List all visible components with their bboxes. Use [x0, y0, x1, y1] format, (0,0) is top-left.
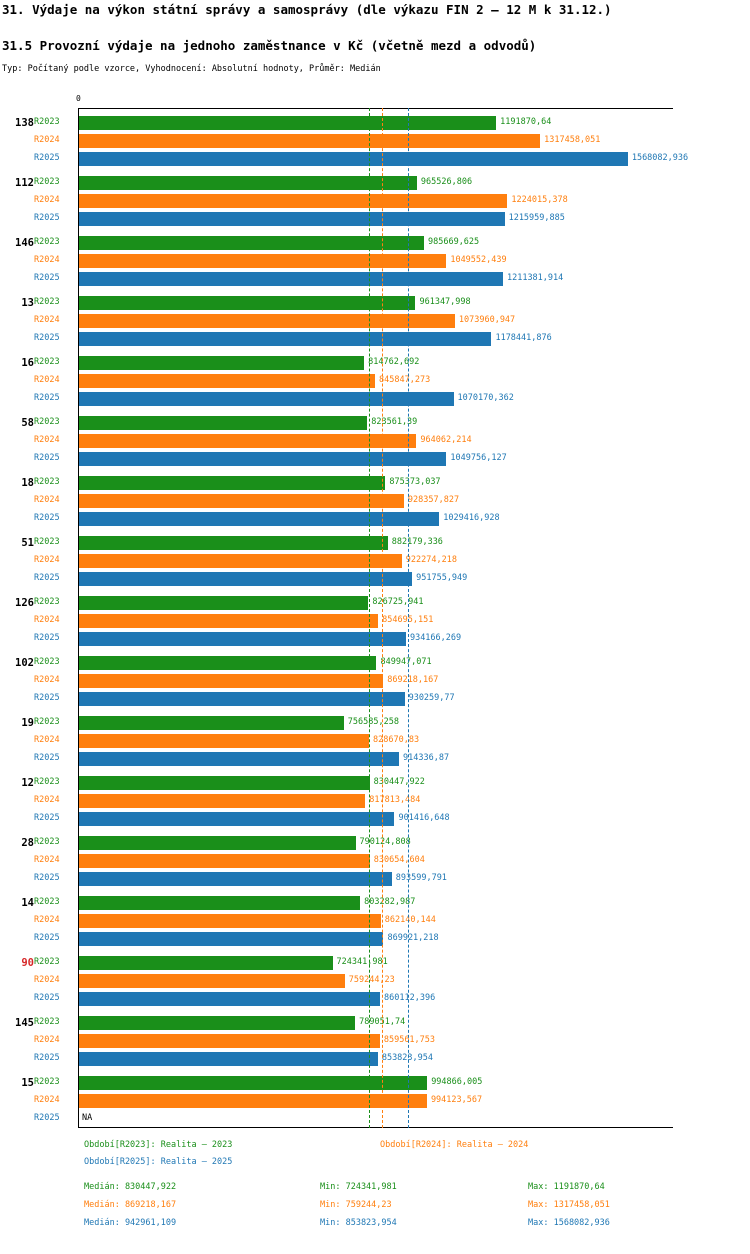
chart-group	[21, 954, 673, 1008]
chart-bar-row	[34, 834, 673, 852]
bar-value-label: 853823,954	[381, 1053, 434, 1063]
series-key-label: R2025	[34, 693, 60, 703]
bar-value-label: 869218,167	[387, 675, 439, 685]
series-key-label: R2025	[34, 453, 60, 463]
chart-bar[interactable]	[79, 716, 344, 730]
series-key-label: R2023	[34, 237, 60, 247]
chart-bar[interactable]	[79, 692, 405, 706]
chart-group	[15, 594, 673, 648]
stats-row	[0, 1182, 750, 1200]
bar-value-label: 961347,998	[419, 297, 471, 307]
series-key-label: R2025	[34, 993, 60, 1003]
series-key-label: R2025	[34, 513, 60, 523]
group-label[interactable]: 28	[21, 837, 34, 849]
series-key-label: R2024	[34, 495, 60, 505]
series-key-label: R2024	[34, 795, 60, 805]
bar-value-label: 849947,071	[380, 657, 432, 667]
series-key-label: R2025	[34, 1113, 60, 1123]
legend-item[interactable]: Období[R2024]: Realita – 2024	[380, 1140, 529, 1150]
chart-group	[15, 1014, 673, 1068]
bar-value-label: 1317458,051	[544, 135, 601, 145]
chart-bar[interactable]	[79, 1052, 378, 1066]
chart-bar[interactable]	[79, 836, 356, 850]
chart-bar-row	[34, 354, 673, 372]
chart-group	[21, 774, 673, 828]
page-title: 31. Výdaje na výkon státní správy a samosprávy (dle výkazu FIN 2 – 12 M k 31.12.)	[2, 2, 612, 17]
chart-bar-row	[34, 990, 673, 1008]
plot-area	[15, 108, 689, 1128]
chart-bar[interactable]	[79, 572, 412, 586]
series-key-label: R2025	[34, 753, 60, 763]
stat-min: Min: 724341,981	[320, 1182, 397, 1192]
chart-bar-row	[34, 492, 673, 510]
bar-value-label: 922274,218	[405, 555, 457, 565]
bar-value-label: 845847,273	[379, 375, 431, 385]
chart-bar[interactable]	[79, 896, 360, 910]
chart-bar-row	[34, 234, 673, 252]
bar-value-label: 1224015,378	[511, 195, 568, 205]
chart-bar-row	[34, 630, 673, 648]
chart-bar-row	[34, 192, 673, 210]
x-axis-zero-tick: 0	[76, 94, 81, 103]
group-label[interactable]: 102	[15, 657, 34, 669]
bar-value-label: 803282,987	[364, 897, 416, 907]
series-key-label: R2025	[34, 213, 60, 223]
chart-bar-row	[34, 654, 673, 672]
chart-bar-row	[34, 474, 673, 492]
chart-bar[interactable]	[79, 494, 404, 508]
bar-value-label: 1178441,876	[495, 333, 552, 343]
chart-bar[interactable]	[79, 374, 375, 388]
chart-group	[21, 714, 673, 768]
chart-bar-row	[34, 612, 673, 630]
bar-value-label: 814762,692	[368, 357, 420, 367]
bar-value-label: 928357,827	[407, 495, 460, 505]
series-key-label: R2024	[34, 615, 60, 625]
series-key-label: R2024	[34, 555, 60, 565]
chart-bar[interactable]	[79, 932, 383, 946]
bar-value-label: 1211381,914	[506, 273, 564, 283]
bar-value-label: 930259,77	[408, 693, 455, 703]
median-reference-line	[369, 108, 370, 1128]
chart-bar-row	[34, 414, 673, 432]
bar-value-label: 1049756,127	[450, 453, 507, 463]
group-label[interactable]: 146	[15, 237, 34, 249]
chart-bar[interactable]	[79, 194, 507, 208]
chart-bar-row	[34, 372, 673, 390]
chart-bar-row	[34, 450, 673, 468]
series-key-label: R2023	[34, 597, 60, 607]
bar-value-label: 859561,753	[383, 1035, 436, 1045]
legend-item[interactable]: Období[R2025]: Realita – 2025	[84, 1157, 233, 1167]
chart-group	[21, 294, 673, 348]
chart-bar-row	[34, 1074, 673, 1092]
chart-bar[interactable]	[79, 674, 383, 688]
bar-value-na: NA	[82, 1113, 93, 1123]
series-key-label: R2025	[34, 333, 60, 343]
group-label[interactable]: 12	[21, 777, 34, 789]
series-key-label: R2024	[34, 975, 60, 985]
chart-bar-row	[34, 174, 673, 192]
axis-top-line	[78, 108, 673, 109]
series-key-label: R2024	[34, 1095, 60, 1105]
chart-bar-row	[34, 114, 673, 132]
series-key-label: R2023	[34, 537, 60, 547]
chart-bar[interactable]	[79, 1076, 427, 1090]
series-key-label: R2024	[34, 135, 60, 145]
chart-bar-row	[34, 1050, 673, 1068]
stats-row	[0, 1200, 750, 1218]
group-label[interactable]: 14	[21, 897, 34, 909]
series-key-label: R2024	[34, 255, 60, 265]
chart-bar-row	[34, 912, 673, 930]
bar-value-label: 1049552,439	[450, 255, 507, 265]
legend-row	[0, 1140, 750, 1157]
series-key-label: R2023	[34, 477, 60, 487]
bar-value-label: 875373,037	[389, 477, 441, 487]
bar-value-label: 914336,87	[403, 753, 450, 763]
chart-bar-row	[34, 330, 673, 348]
chart-bar[interactable]	[79, 554, 402, 568]
chart-bar-row	[34, 390, 673, 408]
series-key-label: R2025	[34, 1053, 60, 1063]
group-label[interactable]: 112	[15, 177, 34, 189]
chart-bar-row	[34, 714, 673, 732]
chart-bar-row	[34, 792, 673, 810]
series-key-label: R2023	[34, 1017, 60, 1027]
stats-row	[0, 1218, 750, 1236]
median-reference-line	[408, 108, 409, 1128]
bar-value-label: 882179,336	[391, 537, 443, 547]
chart-note: Typ: Počítaný podle vzorce, Vyhodnocení: Absolutní hodnoty, Průměr: Medián	[2, 64, 381, 74]
group-label[interactable]: 145	[15, 1017, 34, 1029]
chart-bar-row	[34, 954, 673, 972]
chart-bar-row	[34, 930, 673, 948]
bar-value-label: 1070170,362	[457, 393, 514, 403]
bar-value-label: 724341,981	[336, 957, 388, 967]
chart-bar-row	[34, 750, 673, 768]
series-key-label: R2024	[34, 315, 60, 325]
chart-bar[interactable]	[79, 236, 424, 250]
series-key-label: R2023	[34, 1077, 60, 1087]
stat-median: Medián: 942961,109	[84, 1218, 177, 1228]
bar-value-label: 790124,808	[359, 837, 411, 847]
chart-group	[21, 414, 673, 468]
series-key-label: R2023	[34, 297, 60, 307]
chart-bar-row	[34, 594, 673, 612]
chart-group	[21, 354, 673, 408]
chart-bar[interactable]	[79, 614, 378, 628]
group-label[interactable]: 16	[21, 357, 34, 369]
bar-value-label: 862140,144	[384, 915, 436, 925]
series-key-label: R2023	[34, 357, 60, 367]
chart-bar[interactable]	[79, 596, 368, 610]
group-label[interactable]: 19	[21, 717, 34, 729]
series-key-label: R2024	[34, 735, 60, 745]
chart-bar-row	[34, 132, 673, 150]
bar-value-label: 1073960,947	[458, 315, 516, 325]
bar-value-label: 1215959,885	[508, 213, 565, 223]
group-label[interactable]: 90	[21, 957, 34, 969]
series-key-label: R2023	[34, 777, 60, 787]
chart-bar[interactable]	[79, 254, 446, 268]
bar-value-label: 985669,625	[427, 237, 480, 247]
series-key-label: R2023	[34, 837, 60, 847]
stat-median: Medián: 869218,167	[84, 1200, 177, 1210]
chart-bar[interactable]	[79, 176, 417, 190]
chart-bar-row	[34, 894, 673, 912]
chart-bar-row	[34, 810, 673, 828]
bar-value-label: 756585,258	[347, 717, 399, 727]
chart-bar-row	[34, 690, 673, 708]
bar-value-label: 823561,39	[371, 417, 418, 427]
series-key-label: R2023	[34, 717, 60, 727]
chart-bar-row	[34, 552, 673, 570]
chart-group	[15, 654, 673, 708]
series-key-label: R2025	[34, 153, 60, 163]
chart-bar-row	[34, 294, 673, 312]
chart-group	[21, 834, 673, 888]
stat-max: Max: 1191870,64	[528, 1182, 605, 1192]
series-key-label: R2025	[34, 813, 60, 823]
chart-bar[interactable]	[79, 854, 370, 868]
chart-bar[interactable]	[79, 776, 370, 790]
legend-row	[0, 1157, 750, 1174]
series-key-label: R2025	[34, 273, 60, 283]
chart-bar[interactable]	[79, 992, 380, 1006]
chart-bar-row	[34, 210, 673, 228]
group-label[interactable]: 51	[21, 537, 34, 549]
bar-value-label: 1568082,936	[631, 153, 689, 163]
chart-group	[15, 174, 673, 228]
chart-bar[interactable]	[79, 794, 365, 808]
chart-bar-row	[34, 252, 673, 270]
bar-value-label: 759244,23	[348, 975, 395, 985]
bar-value-label: 964062,214	[420, 435, 472, 445]
chart-bar[interactable]	[79, 356, 364, 370]
bar-value-label: 965526,806	[420, 177, 473, 187]
series-key-label: R2025	[34, 393, 60, 403]
chart-group	[21, 534, 673, 588]
chart-group	[21, 1074, 673, 1128]
bar-value-label: 994866,005	[431, 1077, 483, 1087]
bar-value-label: 1029416,928	[443, 513, 500, 523]
stat-min: Min: 853823,954	[320, 1218, 397, 1228]
chart-bar[interactable]	[79, 296, 415, 310]
series-key-label: R2024	[34, 435, 60, 445]
bar-value-label: 826725,941	[372, 597, 424, 607]
chart-bar[interactable]	[79, 392, 454, 406]
chart-bar[interactable]	[79, 812, 394, 826]
series-key-label: R2024	[34, 1035, 60, 1045]
series-key-label: R2024	[34, 195, 60, 205]
chart-bar[interactable]	[79, 212, 505, 226]
chart-bar[interactable]	[79, 416, 367, 430]
chart-bar[interactable]	[79, 914, 381, 928]
bar-value-label: 934166,269	[409, 633, 462, 643]
chart-bar[interactable]	[79, 632, 406, 646]
chart-group	[21, 894, 673, 948]
chart-bar[interactable]	[79, 272, 503, 286]
chart-subtitle: 31.5 Provozní výdaje na jednoho zaměstnance v Kč (včetně mezd a odvodů)	[2, 38, 537, 53]
bar-value-label: 828670,83	[373, 735, 420, 745]
chart-bar[interactable]	[79, 1016, 355, 1030]
chart-bar-row	[34, 312, 673, 330]
chart-bar[interactable]	[79, 536, 388, 550]
chart-legend	[0, 1140, 750, 1236]
group-label[interactable]: 138	[15, 117, 34, 129]
chart-bar-row	[34, 732, 673, 750]
group-label[interactable]: 58	[21, 417, 34, 429]
series-key-label: R2023	[34, 417, 60, 427]
bar-value-label: 860112,396	[384, 993, 436, 1003]
chart-bar-row	[34, 774, 673, 792]
series-key-label: R2023	[34, 897, 60, 907]
bar-value-label: 817813,484	[369, 795, 421, 805]
chart-bar[interactable]	[79, 152, 628, 166]
series-key-label: R2025	[34, 933, 60, 943]
chart-bar-row	[34, 570, 673, 588]
chart-bar[interactable]	[79, 134, 540, 148]
median-reference-line	[382, 108, 383, 1128]
chart-bar-row	[34, 270, 673, 288]
chart-group	[21, 474, 673, 528]
stat-min: Min: 759244,23	[320, 1200, 392, 1210]
chart-bar[interactable]	[79, 734, 369, 748]
chart-bar[interactable]	[79, 116, 496, 130]
bar-value-label: 901416,648	[398, 813, 450, 823]
chart-bar[interactable]	[79, 512, 439, 526]
bar-value-label: 830447,922	[373, 777, 425, 787]
chart-bar-row	[34, 1014, 673, 1032]
chart-bar-row	[34, 510, 673, 528]
bar-value-label: 830654,604	[373, 855, 425, 865]
chart-bar-row	[34, 432, 673, 450]
chart-bar[interactable]	[79, 332, 491, 346]
chart-bar[interactable]	[79, 1094, 427, 1108]
stat-median: Medián: 830447,922	[84, 1182, 177, 1192]
series-key-label: R2023	[34, 957, 60, 967]
group-label[interactable]: 13	[21, 297, 34, 309]
stat-max: Max: 1317458,051	[528, 1200, 610, 1210]
bar-value-label: 951755,949	[416, 573, 468, 583]
chart-bar[interactable]	[79, 872, 392, 886]
chart-bar-row	[34, 534, 673, 552]
chart-group	[15, 114, 689, 168]
series-key-label: R2025	[34, 633, 60, 643]
series-key-label: R2025	[34, 573, 60, 583]
chart-bar[interactable]	[79, 314, 455, 328]
chart-bar[interactable]	[79, 752, 399, 766]
bar-value-label: 854695,151	[382, 615, 434, 625]
stat-max: Max: 1568082,936	[528, 1218, 610, 1228]
chart-bar[interactable]	[79, 956, 333, 970]
chart-bar[interactable]	[79, 974, 345, 988]
series-key-label: R2024	[34, 855, 60, 865]
chart-bar-row	[34, 150, 689, 168]
chart-bar[interactable]	[79, 656, 376, 670]
bar-value-label: 994123,567	[430, 1095, 483, 1105]
chart-bar-row	[34, 852, 673, 870]
chart-bar[interactable]	[79, 434, 416, 448]
group-label[interactable]: 15	[21, 1077, 34, 1089]
bar-value-label: 869921,218	[387, 933, 439, 943]
series-key-label: R2024	[34, 675, 60, 685]
series-key-label: R2024	[34, 375, 60, 385]
series-key-label: R2023	[34, 177, 60, 187]
chart-bar-row	[34, 1032, 673, 1050]
series-key-label: R2025	[34, 873, 60, 883]
chart-bar[interactable]	[79, 452, 446, 466]
series-key-label: R2023	[34, 657, 60, 667]
chart-bar-row	[34, 1092, 673, 1110]
chart-bar[interactable]	[79, 1034, 380, 1048]
chart-bar-row	[34, 672, 673, 690]
series-key-label: R2024	[34, 915, 60, 925]
bar-value-label: 1191870,64	[500, 117, 552, 127]
chart-bar[interactable]	[79, 476, 385, 490]
group-label[interactable]: 18	[21, 477, 34, 489]
group-label[interactable]: 126	[15, 597, 34, 609]
chart-bar-row	[34, 870, 673, 888]
series-key-label: R2023	[34, 117, 60, 127]
chart-bar-row	[34, 1110, 673, 1128]
chart-bar-row	[34, 972, 673, 990]
chart-group	[15, 234, 673, 288]
bar-value-label: 789051,74	[359, 1017, 406, 1027]
bar-value-label: 893599,791	[395, 873, 447, 883]
legend-spacer	[0, 1174, 750, 1182]
legend-item[interactable]: Období[R2023]: Realita – 2023	[84, 1140, 233, 1150]
